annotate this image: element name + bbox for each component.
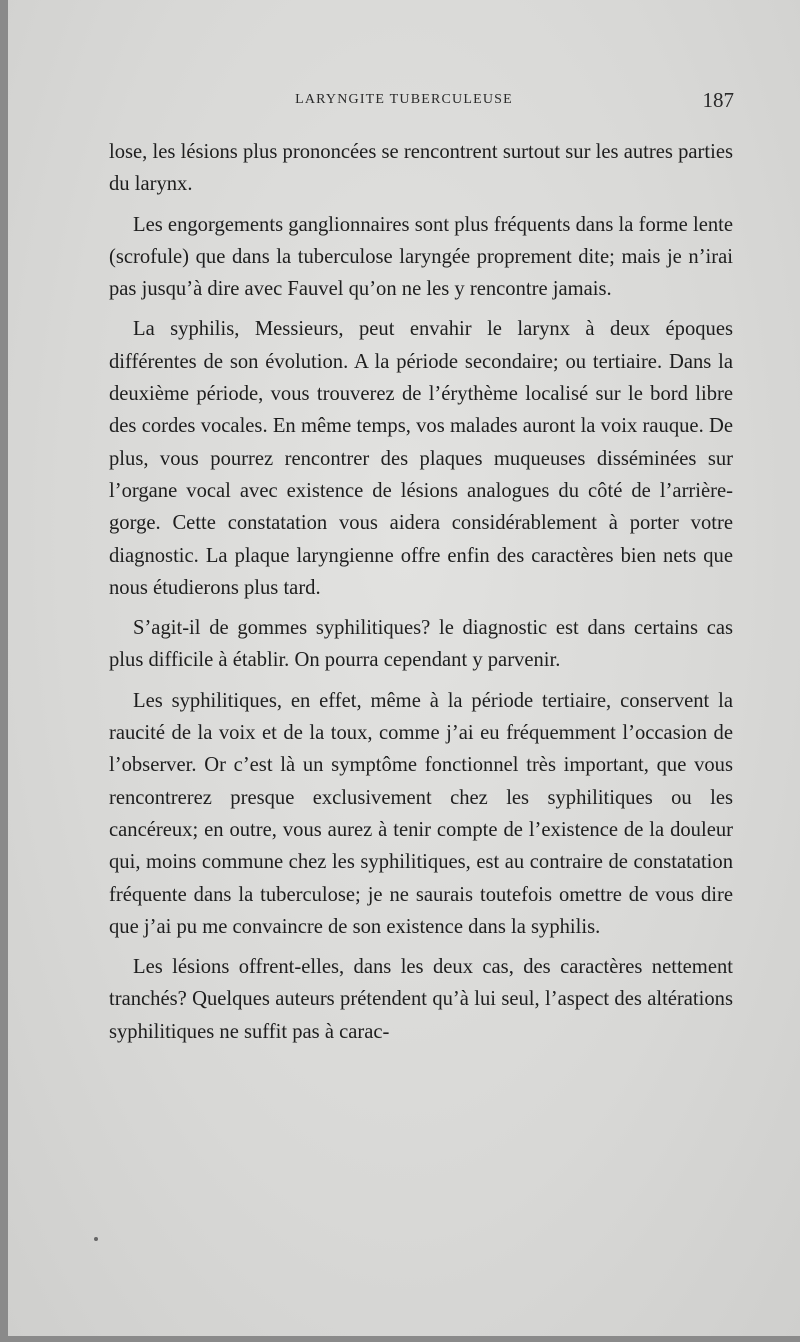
paragraph-5: Les syphilitiques, en effet, même à la période tertiaire, conservent la raucité de la voix et de la toux, comme j’ai eu fréquemment l’occasion de l’observer. Or c’est là un symptôme fonctionnel très important, que vous rencontrerez presque exclusivement chez les syphilitiques ou les cancéreux; en outre, vous aurez à tenir compte de l’existence de la douleur qui, moins commune chez les syphilitiques, est au contraire de constatation fréquente dans la tuberculose; je ne saurais toutefois omettre de vous dire que j’ai pu me convaincre de son existence dans la syphilis. [109,689,733,938]
paper-speck [94,1237,98,1241]
page-header [8,88,800,118]
paragraph-4: S’agit-il de gommes syphilitiques? le diagnostic est dans certains cas plus difficile à établir. On pourra cependant y parvenir. [109,617,733,672]
body-text [109,136,733,1056]
book-page [8,0,800,1336]
page-number: 187 [702,88,734,112]
paragraph-3: La syphilis, Messieurs, peut envahir le larynx à deux époques différentes de son évolution. A la période secondaire; ou tertiaire. Dans la deuxième période, vous trouverez de l’érythème localisé sur le bord libre des cordes vocales. En même temps, vos malades auront la voix rauque. De plus, vous pourrez rencontrer des plaques muqueuses disséminées sur l’organe vocal avec existence de lésions analogues du côté de l’arrière-gorge. Cette constatation vous aidera considérablement à porter votre diagnostic. La plaque laryngienne offre enfin des caractères bien nets que nous étudierons plus tard. [109,318,733,599]
paragraph-6: Les lésions offrent-elles, dans les deux cas, des caractères nettement tranchés? Quelques auteurs prétendent qu’à lui seul, l’aspect des altérations syphilitiques ne suffit pas à carac- [109,956,733,1043]
running-title: LARYNGITE TUBERCULEUSE [295,92,513,107]
paragraph-2: Les engorgements ganglionnaires sont plus fréquents dans la forme lente (scrofule) que dans la tuberculose laryngée proprement dite; mais je n’irai pas jusqu’à dire avec Fauvel qu’on ne les y rencontre jamais. [109,213,733,301]
paragraph-1: lose, les lésions plus prononcées se rencontrent surtout sur les autres parties du larynx. [109,141,733,196]
